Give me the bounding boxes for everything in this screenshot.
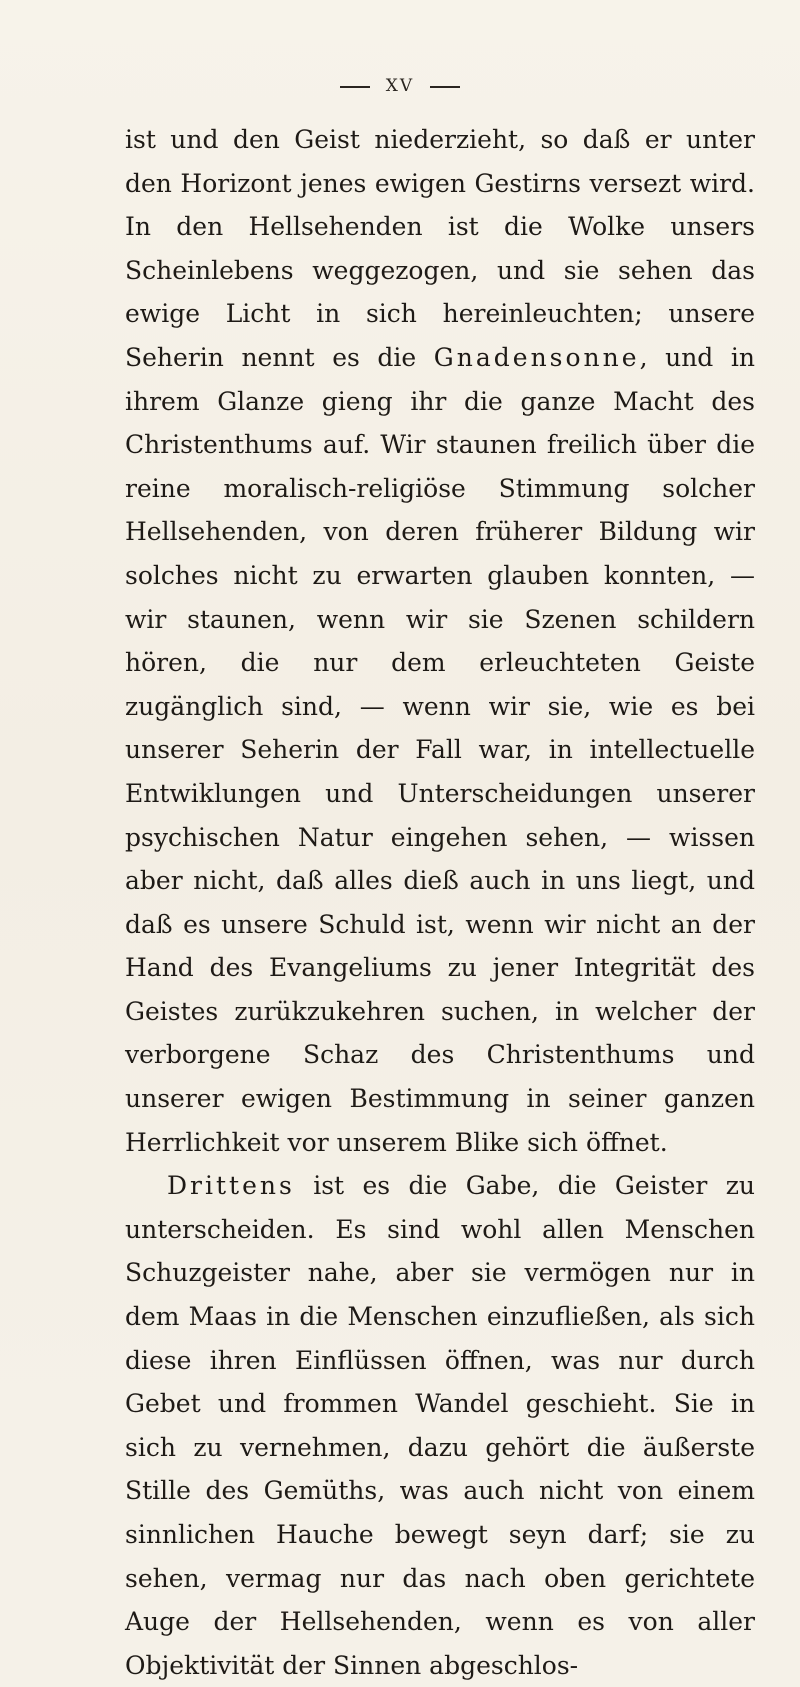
text-segment: , und in ihrem Glanze gieng ihr die ganze Macht des Christenthums auf. Wir staunen freilich über die reine moralisch-religiöse Stimmung solcher Hellsehenden, von deren früherer Bildung wir solches nicht zu erwarten glauben konnten, — wir staunen, wenn wir sie Szenen schildern hören, die nur dem erleuchteten Geiste zugänglich sind, — wenn wir sie, wie es bei unserer Seherin der Fall war, in intellectuelle Entwiklungen und Unterscheidungen unserer psychischen Natur eingehen sehen, — wissen aber nicht, daß alles dieß auch in uns liegt, und daß es unsere Schuld ist, wenn wir nicht an der Hand des Evangeliums zu jener Integrität des Geistes zurükzukehren suchen, in welcher der verborgene Schaz des Christenthums und unserer ewigen Bestimmung in seiner ganzen Herrlichkeit vor unserem Blike sich öffnet. [125, 342, 755, 1157]
paragraph-2 [125, 1164, 755, 1687]
header-dash-left [340, 86, 370, 88]
text-segment: ist es die Gabe, die Geister zu unterscheiden. Es sind wohl allen Menschen Schuzgeister nahe, aber sie vermögen nur in dem Maas in die Menschen einzufließen, als sich diese ihren Einflüssen öffnen, was nur durch Gebet und frommen Wandel geschieht. Sie in sich zu vernehmen, dazu gehört die äußerste Stille des Gemüths, was auch nicht von einem sinnlichen Hauche bewegt seyn darf; sie zu sehen, vermag nur das nach oben gerichtete Auge der Hellsehenden, wenn es von aller Objektivität der Sinnen abgeschlos- [125, 1171, 755, 1680]
text-segment: ist und den Geist niederzieht, so daß er unter den Horizont jenes ewigen Gestirns versezt wird. In den Hellsehenden ist die Wolke unsers Scheinlebens weggezogen, und sie sehen das ewige Licht in sich hereinleuchten; unsere Seherin nennt es die [125, 125, 755, 372]
emphasized-term: Drittens [167, 1171, 295, 1201]
header-dash-right [430, 86, 460, 88]
body-text [125, 118, 755, 1687]
page-number: XV [385, 76, 415, 96]
emphasized-term: Gnadensonne [433, 342, 640, 372]
page-header [0, 76, 800, 96]
paragraph-1 [125, 118, 755, 1164]
